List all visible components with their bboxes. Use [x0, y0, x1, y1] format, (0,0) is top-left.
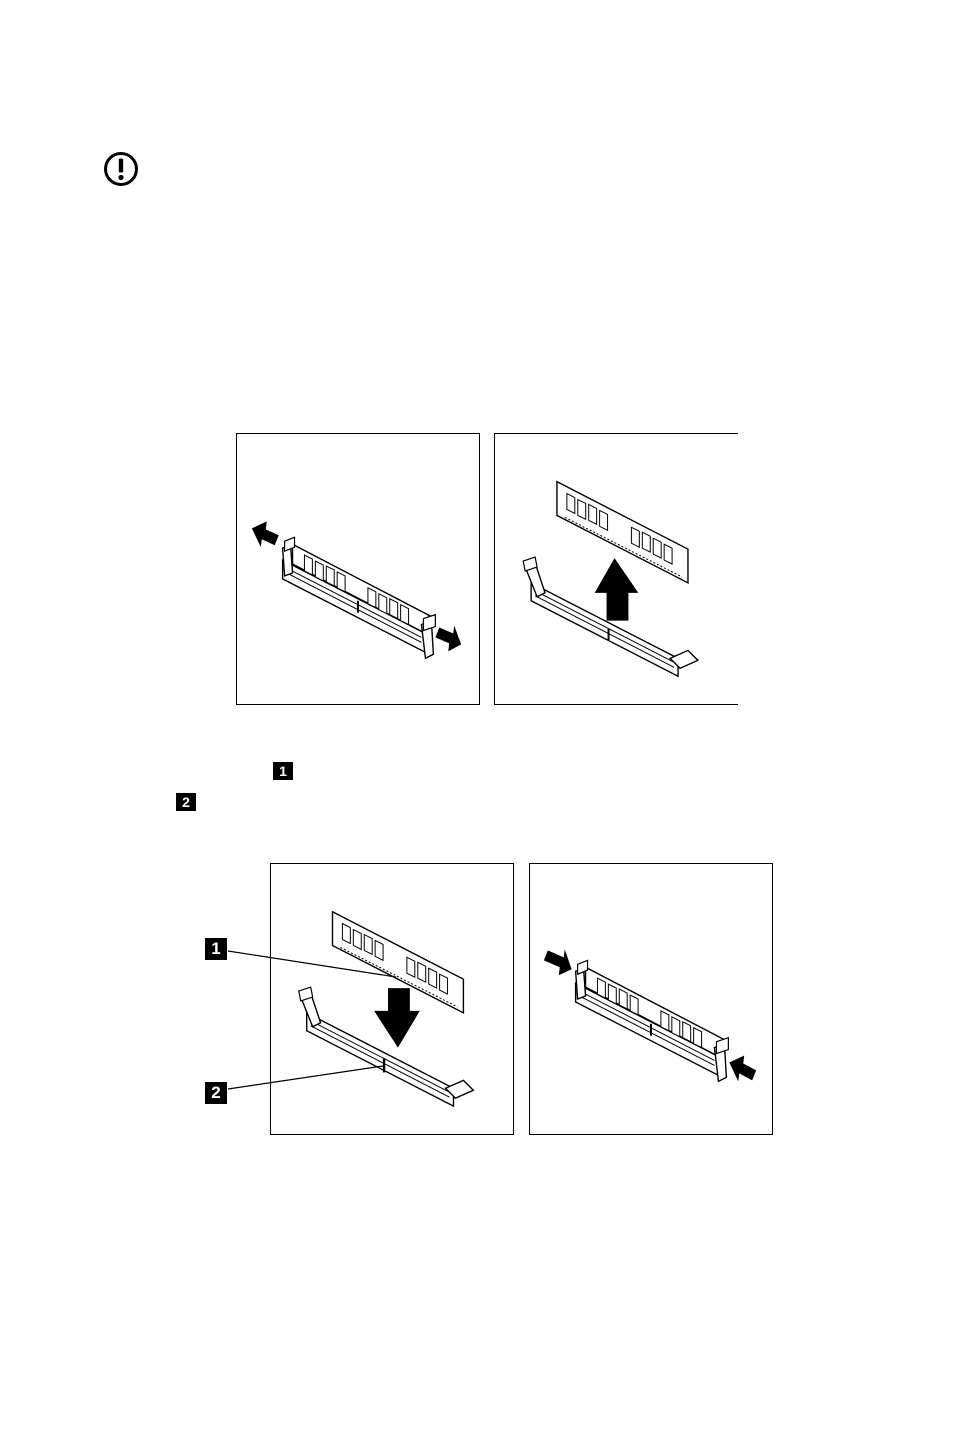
memory-module-removal-illustration — [495, 434, 738, 704]
memory-module-seated-illustration — [530, 864, 772, 1134]
figure-close-clips — [529, 863, 773, 1135]
figure-callout-2: 2 — [205, 1082, 227, 1104]
figure-callout-1: 1 — [205, 938, 227, 960]
callout-badge-1: 1 — [273, 762, 293, 780]
figure-lift-module — [494, 433, 738, 705]
figure-align-notch — [270, 863, 514, 1135]
caution-icon — [103, 151, 139, 187]
memory-module-insertion-illustration — [271, 864, 513, 1134]
callout-badge-2: 2 — [176, 793, 196, 811]
memory-module-in-slot-illustration — [237, 434, 479, 704]
figure-open-clips — [236, 433, 480, 705]
